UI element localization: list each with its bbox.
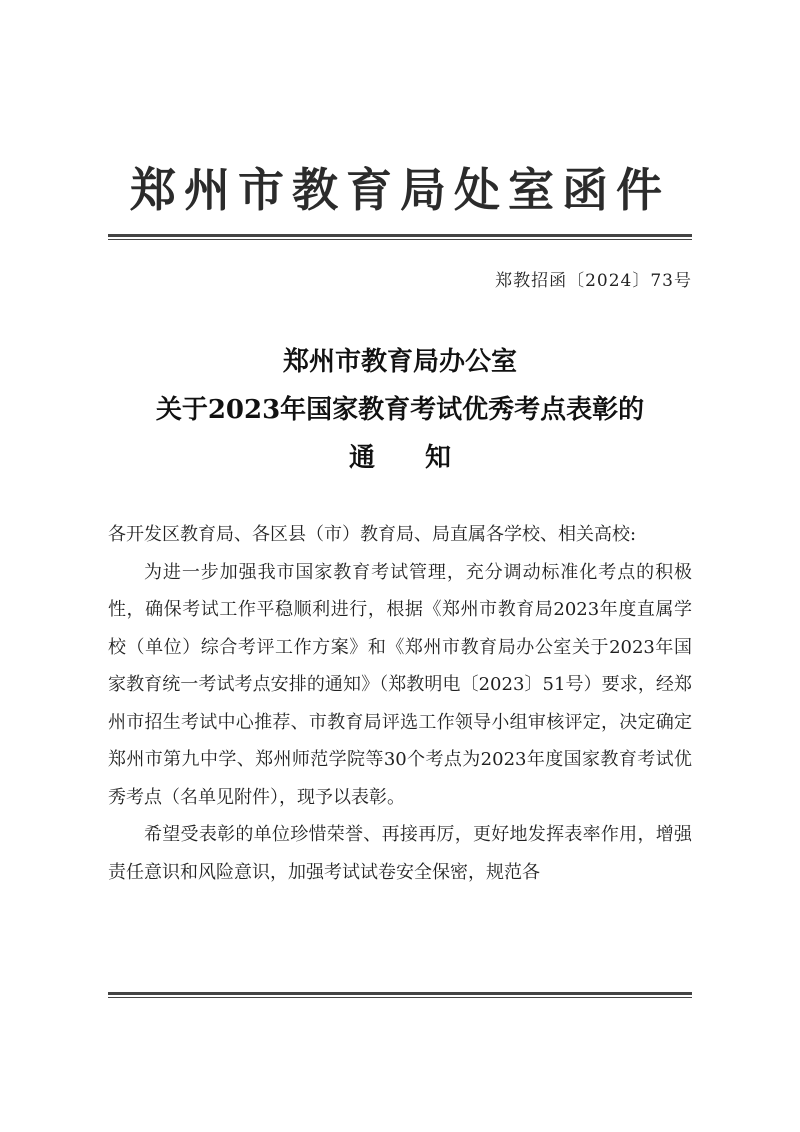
- document-title: [108, 338, 692, 482]
- body-paragraph-1: 为进一步加强我市国家教育考试管理，充分调动标准化考点的积极性，确保考试工作平稳顺利进行，根据《郑州市教育局2023年度直属学校（单位）综合考评工作方案》和《郑州市教育局办公室关于2023年国家教育统一考试考点安排的通知》（郑教明电〔2023〕51号）要求，经郑州市招生考试中心推荐、市教育局评选工作领导小组审核评定，决定确定郑州市第九中学、郑州师范学院等30个考点为2023年度国家教育考试优秀考点（名单见附件），现予以表彰。: [108, 561, 692, 808]
- masthead-rule-thick: [108, 234, 692, 237]
- title-line-1: 郑州市教育局办公室: [282, 347, 517, 377]
- masthead-rule-thin: [108, 239, 692, 240]
- masthead-title: 郑州市教育局处室函件: [130, 163, 670, 217]
- footer-rule-thick: [108, 992, 692, 995]
- title-line-3: 通知: [348, 443, 501, 473]
- document-body: [108, 516, 692, 891]
- body-paragraph-2: 希望受表彰的单位珍惜荣誉、再接再厉，更好地发挥表率作用，增强责任意识和风险意识，加强考试试卷安全保密，规范各: [108, 824, 692, 883]
- footer-rule-thin: [108, 997, 692, 998]
- document-number: 郑教招函〔2024〕73号: [495, 271, 692, 291]
- title-line-2: 关于2023年国家教育考试优秀考点表彰的: [155, 395, 645, 425]
- salutation: 各开发区教育局、各区县（市）教育局、局直属各学校、相关高校:: [108, 524, 637, 545]
